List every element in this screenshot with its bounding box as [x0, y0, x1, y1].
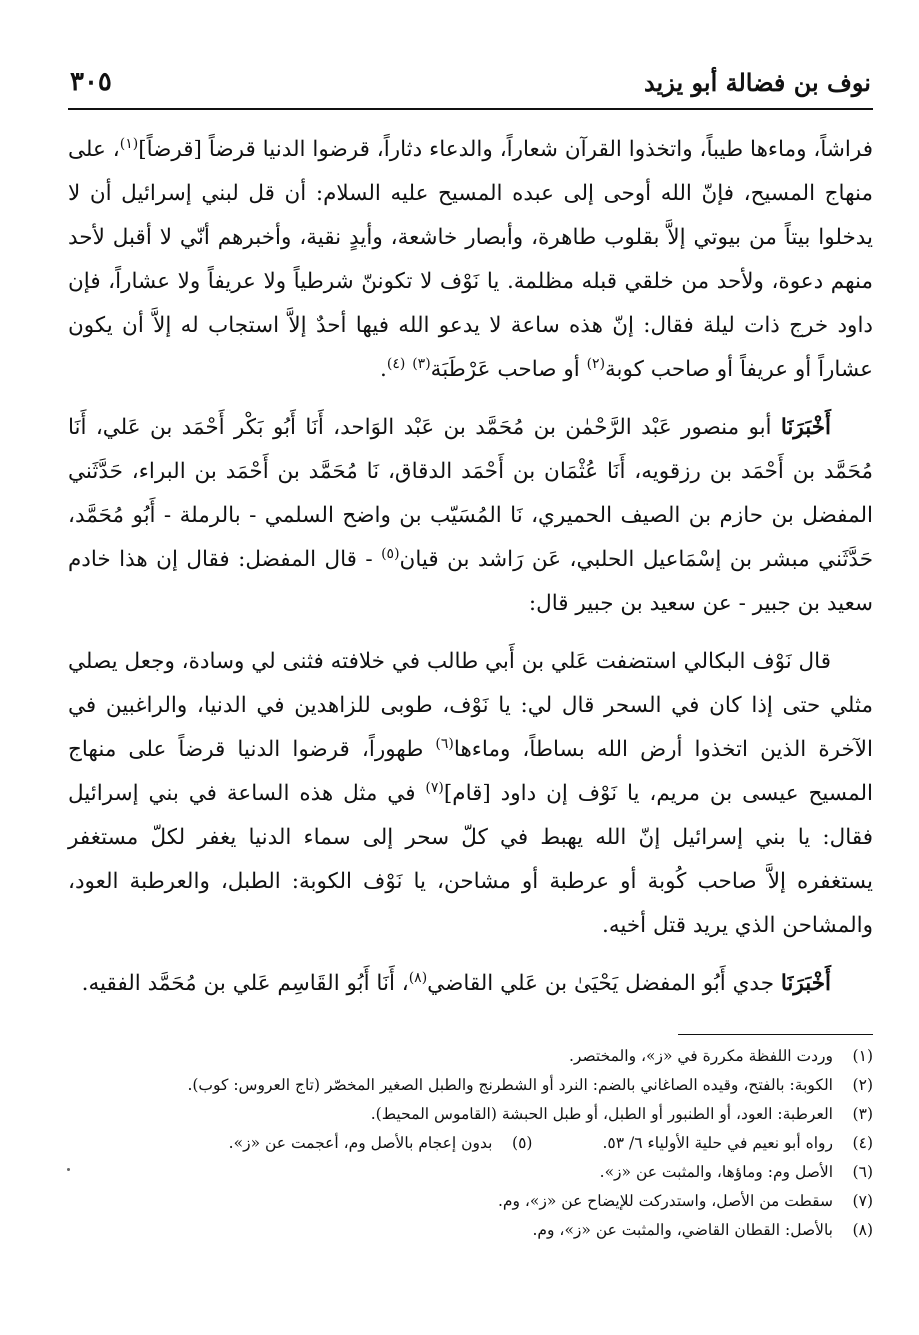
paragraph	[68, 640, 873, 948]
page-number: ٣٠٥	[70, 67, 112, 97]
footnote-reference: (٥)	[381, 545, 400, 562]
footnote-text: وردت اللفظة مكررة في «ز»، والمختصر.	[568, 1047, 833, 1065]
akhbarana-keyword: أَخْبَرَنَا	[780, 415, 831, 440]
paragraph	[68, 962, 873, 1006]
footnote-text: العرطبة: العود، أو الطنبور أو الطبل، أو طبل الحبشة (القاموس المحيط).	[370, 1105, 833, 1123]
page-header	[70, 60, 871, 104]
footnote	[68, 1129, 873, 1158]
paragraph-text: فراشاً، وماءها طيباً، واتخذوا القرآن شعاراً، والدعاء دثاراً، قرضوا الدنيا قرضاً [قرضاً]	[138, 137, 873, 162]
footnote-reference: (٣)	[412, 355, 431, 372]
footnote-number: (٨)	[852, 1221, 873, 1239]
paragraph-text: ، أَنَا أَبُو القَاسِم عَلي بن مُحَمَّد الفقيه.	[81, 971, 409, 996]
footnote-number: (٢)	[852, 1076, 873, 1094]
footnote-number: (٧)	[852, 1192, 873, 1210]
paragraph-text: ، على منهاج المسيح، فإنّ الله أوحى إلى عبده المسيح عليه السلام: أن قل لبني إسرائيل أن لا يدخلوا بيتاً من بيوتي إلاَّ بقلوب طاهرة، وأبصار خاشعة، وأيدٍ نقية، وأخبرهم أنّي لا أقبل لأحد منهم دعوة، ولأحد من خلقي قبله مظلمة. يا نَوْف لا تكوننّ شرطياً ولا عريفاً ولا عشاراً، فإن داود خرج ذات ليلة فقال: إنّ هذه ساعة لا يدعو الله فيها أحدٌ إلاَّ استجاب له إلاَّ أن يكون عشاراً أو عريفاً أو صاحب كوبة	[68, 137, 873, 382]
footnote-reference: (٢)	[586, 355, 606, 372]
footnotes	[68, 1042, 873, 1245]
footnote-reference: (٦)	[435, 735, 454, 752]
paragraph	[68, 406, 873, 626]
footnote-number: (٦)	[852, 1163, 873, 1181]
footnote	[68, 1158, 873, 1187]
paragraph-text: في مثل هذه الساعة في بني إسرائيل فقال: يا بني إسرائيل إنّ الله يهبط في كلّ سحر إلى سماء الدنيا يغفر لكلّ مستغفر يستغفره إلاَّ صاحب كُوبة أو عرطبة أو مشاحن، يا نَوْف الكوبة: الطبل، والعرطبة العود، والمشاحن الذي يريد قتل أخيه.	[68, 781, 873, 938]
footnote-number: (١)	[852, 1047, 873, 1065]
paragraph-text: .	[380, 357, 387, 382]
footnote-reference: (٧)	[425, 779, 444, 796]
header-rule	[68, 108, 873, 110]
footnote-number: (٣)	[852, 1105, 873, 1123]
footnote	[68, 1187, 873, 1216]
footnote-text: سقطت من الأصل، واستدركت للإيضاح عن «ز»، وم.	[497, 1192, 833, 1210]
akhbarana-keyword: أَخْبَرَنَا	[780, 971, 831, 996]
footnote	[68, 1100, 873, 1129]
paragraph-text: - قال المفضل: فقال إن هذا خادم سعيد بن جبير - عن سعيد بن جبير قال:	[68, 547, 873, 616]
paragraph-text: أو صاحب عَرْطَبَة	[430, 357, 587, 382]
footnote-reference: (١)	[119, 135, 139, 152]
paragraph-text: طهوراً، قرضوا الدنيا قرضاً على منهاج المسيح عيسى بن مريم، يا نَوْف إن داود [قام]	[68, 737, 873, 806]
footnote-text: رواه أبو نعيم في حلية الأولياء ٦/ ٥٣.	[602, 1134, 833, 1152]
footnote-number: (٥)	[512, 1134, 533, 1152]
footnote-text: الكوبة: بالفتح، وقيده الصاغاني بالضم: النرد أو الشطرنج والطبل الصغير المخصّر (تاج العروس: كوب).	[187, 1076, 833, 1094]
footnote	[68, 1071, 873, 1100]
footnote-number: (٤)	[852, 1134, 873, 1152]
paragraph-text: أبو منصور عَبْد الرَّحْمٰن بن مُحَمَّد بن عَبْد الوَاحد، أَنَا أَبُو بَكْر أَحْمَد بن عَلي، أَنَا مُحَمَّد بن أَحْمَد بن رزقويه، أَنَا عُثْمَان بن أَحْمَد الدقاق، نَا مُحَمَّد بن أَحْمَد بن البراء، حَدَّثَني المفضل بن حازم بن الصيف الحميري، نَا المُسَيّب بن واضح السلمي - بالرملة - أَبُو مُحَمَّد، حَدَّثَني مبشر بن إسْمَاعيل الحلبي، عَن رَاشد بن قيان	[68, 415, 874, 572]
footnote	[68, 1216, 873, 1245]
running-title: نوف بن فضالة أبو يزيد	[643, 67, 871, 97]
footnote	[68, 1042, 873, 1071]
footnote-rule	[678, 1034, 873, 1035]
footnote-reference: (٨)	[408, 969, 428, 986]
footnote-text: بدون إعجام بالأصل وم، أعجمت عن «ز».	[228, 1134, 493, 1152]
scan-speck	[67, 1168, 70, 1171]
paragraph	[68, 128, 873, 392]
footnote-text: الأصل وم: وماؤها، والمثبت عن «ز».	[599, 1163, 833, 1181]
main-text	[68, 128, 873, 1020]
paragraph-text: جدي أَبُو المفضل يَحْيَىٰ بن عَلي القاضي	[427, 971, 781, 996]
footnote-text: بالأصل: القطان القاضي، والمثبت عن «ز»، وم.	[532, 1221, 833, 1239]
footnote-reference: (٤)	[386, 355, 406, 372]
paragraph-text: قال نَوْف البكالي استضفت عَلي بن أَبي طالب في خلافته فثنى لي وسادة، وجعل يصلي مثلي حتى إذا كان في السحر قال لي: يا نَوْف، طوبى للزاهدين في الدنيا، والراغبين في الآخرة الذين اتخذوا أرض الله بساطاً، وماءها	[68, 649, 873, 762]
